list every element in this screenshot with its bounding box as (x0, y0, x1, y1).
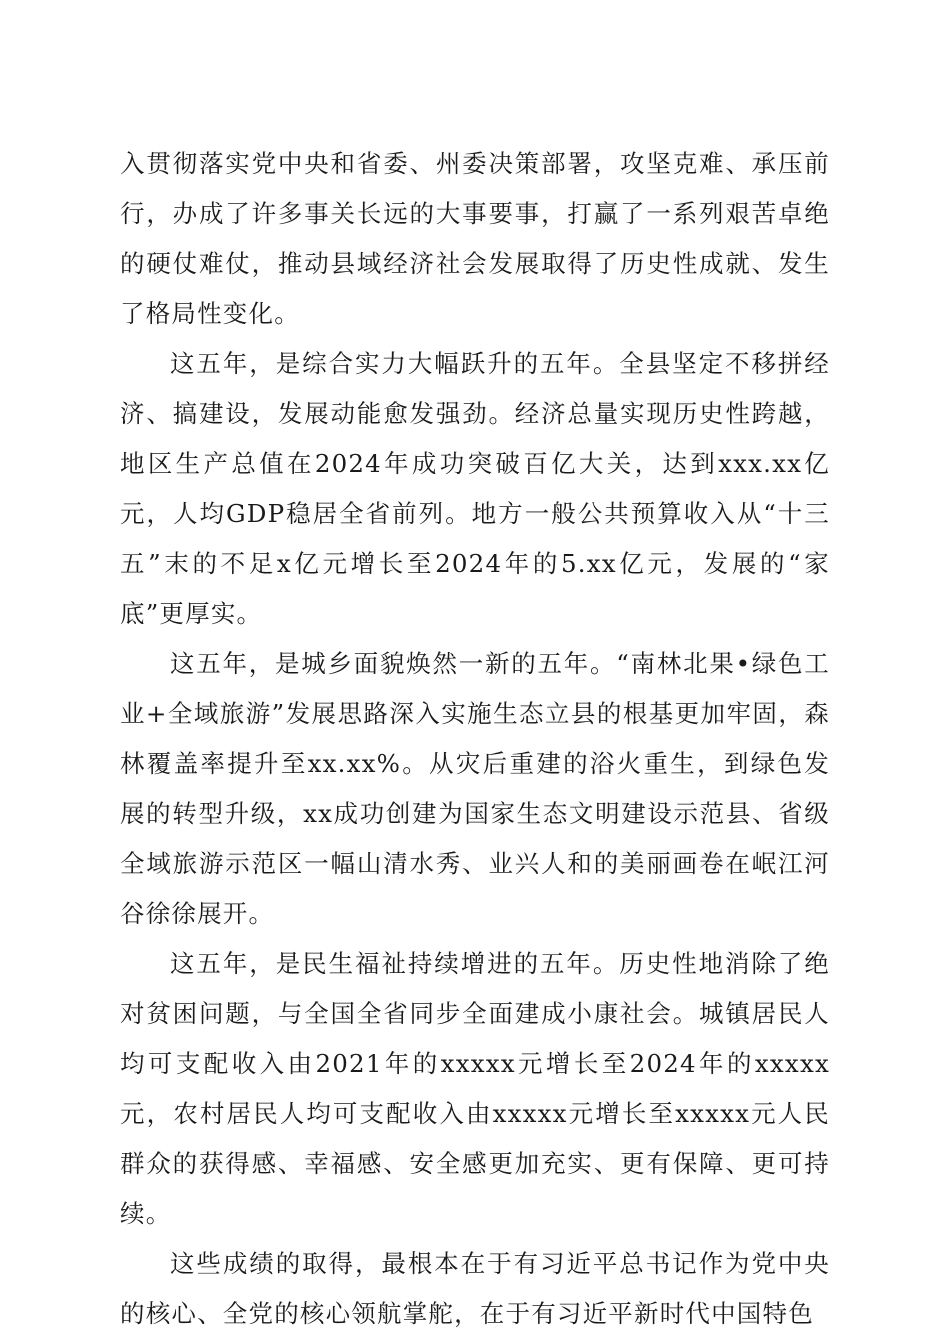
paragraph-urban-rural: 这五年，是城乡面貌焕然一新的五年。“南林北果•绿色工业+全域旅游”发展思路深入实施生态立县的根基更加牢固，森林覆盖率提升至xx.xx%。从灾后重建的浴火重生，到绿色发展的转型升级，xx成功创建为国家生态文明建设示范县、省级全域旅游示范区一幅山清水秀、业兴人和的美丽画卷在岷江河谷徐徐展开。 (120, 649, 830, 928)
paragraph-economic-strength: 这五年，是综合实力大幅跃升的五年。全县坚定不移拼经济、搞建设，发展动能愈发强劲。经济总量实现历史性跨越，地区生产总值在2024年成功突破百亿大关，达到xxx.xx亿元，人均GDP稳居全省前列。地方一般公共预算收入从“十三五”末的不足x亿元增长至2024年的5.xx亿元，发展的“家底”更厚实。 (120, 349, 830, 628)
paragraph-achievements-root: 这些成绩的取得，最根本在于有习近平总书记作为党中央的核心、全党的核心领航掌舵，在于有习近平新时代中国特色 (120, 1249, 830, 1328)
document-body (120, 139, 830, 1339)
paragraph-continuation: 入贯彻落实党中央和省委、州委决策部署，攻坚克难、承压前行，办成了许多事关长远的大事要事，打赢了一系列艰苦卓绝的硬仗难仗，推动县域经济社会发展取得了历史性成就、发生了格局性变化。 (120, 149, 830, 328)
paragraph-livelihood: 这五年，是民生福祉持续增进的五年。历史性地消除了绝对贫困问题，与全国全省同步全面建成小康社会。城镇居民人均可支配收入由2021年的xxxxx元增长至2024年的xxxxx元，农村居民人均可支配收入由xxxxx元增长至xxxxx元人民群众的获得感、幸福感、安全感更加充实、更有保障、更可持续。 (120, 949, 830, 1228)
